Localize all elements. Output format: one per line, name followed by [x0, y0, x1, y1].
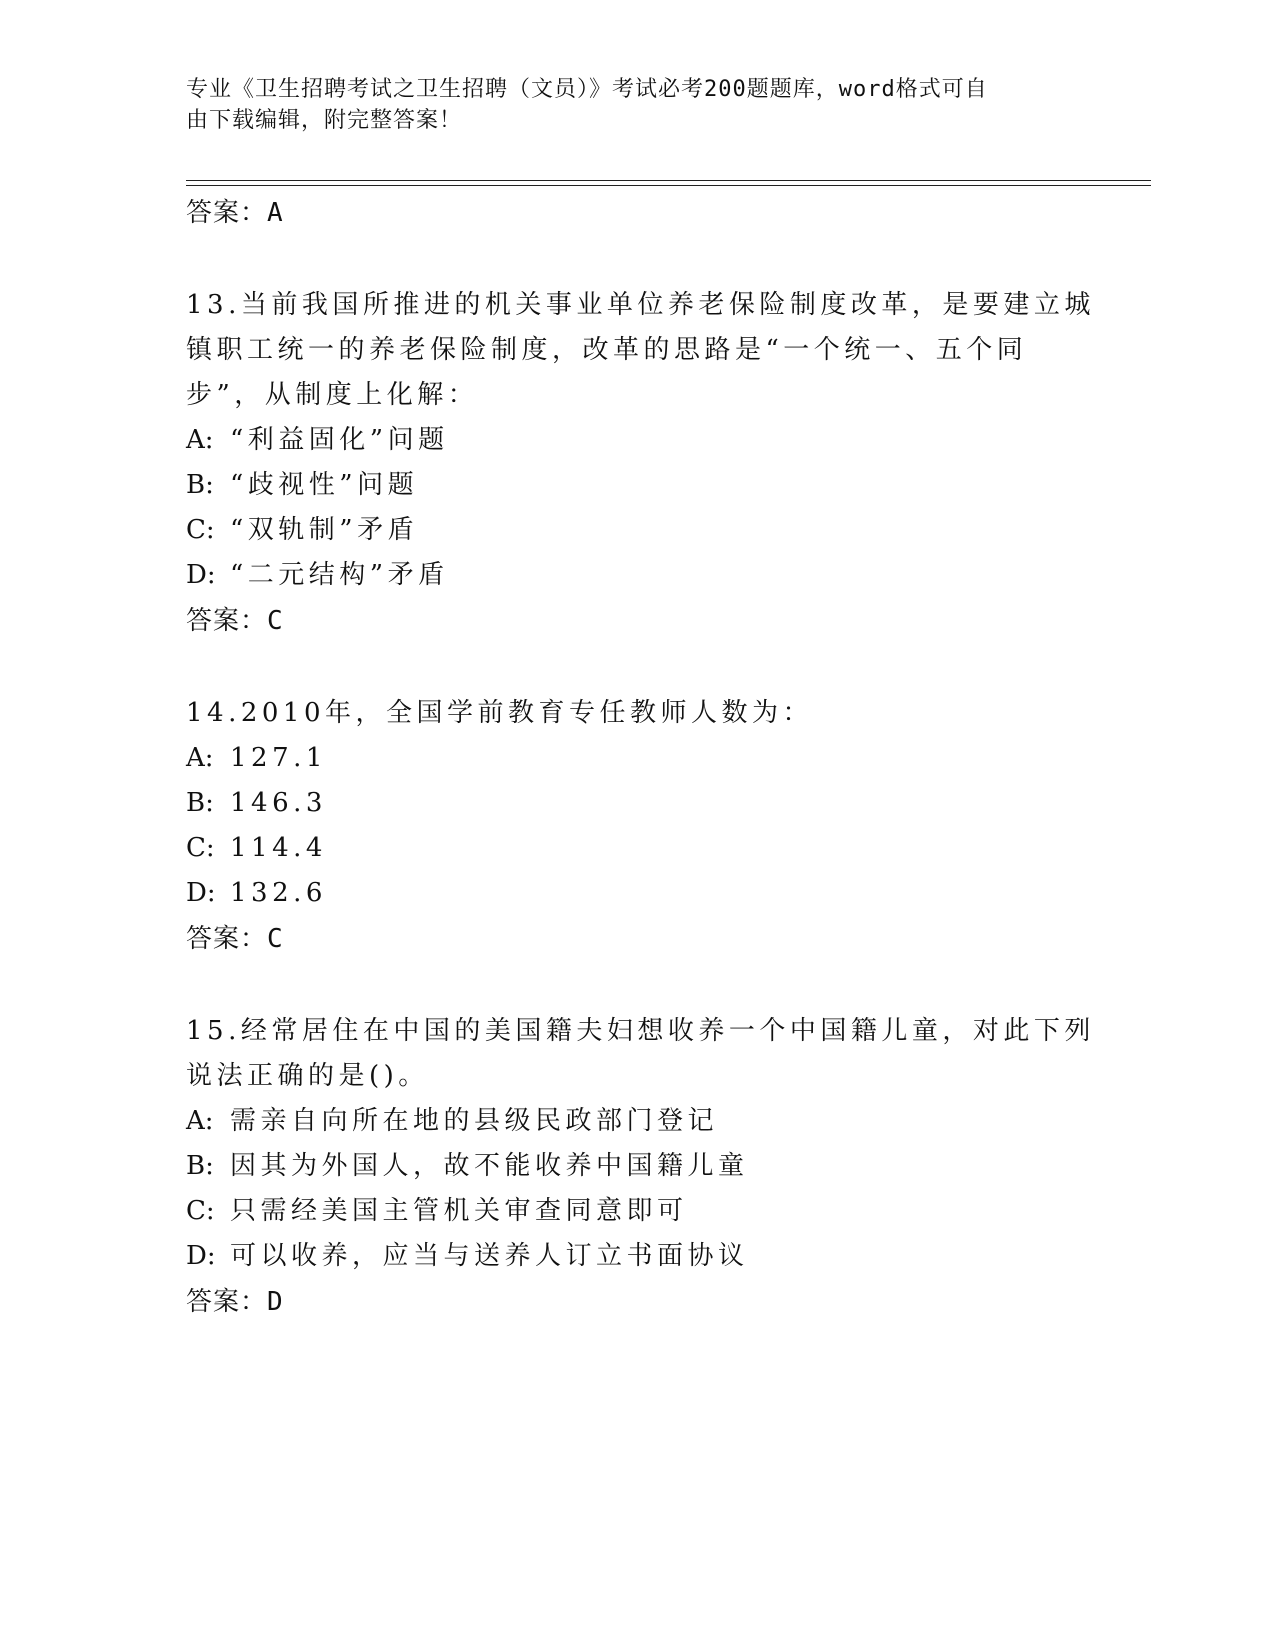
question-stem: 14.2010年，全国学前教育专任教师人数为： [186, 698, 814, 728]
option-letter: D: [186, 878, 216, 908]
option-text: 146.3 [230, 788, 327, 818]
option-b [186, 463, 1106, 508]
option-c [186, 826, 1106, 871]
option-text: 只需经美国主管机关审查同意即可 [230, 1196, 688, 1226]
option-letter: C: [186, 833, 215, 863]
option-d [186, 553, 1106, 598]
option-c [186, 1189, 1106, 1234]
option-text: 需亲自向所在地的县级民政部门登记 [230, 1106, 719, 1136]
question-stem: 13.当前我国所推进的机关事业单位养老保险制度改革，是要建立城镇职工统一的养老保险制度，改革的思路是“一个统一、五个同步”，从制度上化解： [186, 290, 1095, 410]
option-text: 114.4 [230, 833, 327, 863]
option-text: “双轨制”矛盾 [230, 515, 419, 545]
option-text: “二元结构”矛盾 [230, 560, 449, 590]
option-letter: B: [186, 788, 214, 818]
option-letter: A: [186, 743, 214, 773]
header-line-2: 由下载编辑，附完整答案！ [186, 108, 463, 133]
option-text: 可以收养，应当与送养人订立书面协议 [230, 1241, 749, 1271]
option-letter: C: [186, 515, 215, 545]
question-14 [186, 691, 1106, 962]
option-b [186, 781, 1106, 826]
option-letter: B: [186, 470, 214, 500]
option-b [186, 1144, 1106, 1189]
option-text: 132.6 [230, 878, 327, 908]
question-stem: 15.经常居住在中国的美国籍夫妇想收养一个中国籍儿童，对此下列说法正确的是()。 [186, 1016, 1095, 1091]
header-line-1: 专业《卫生招聘考试之卫生招聘（文员）》考试必考200题题库，word格式可自 [186, 77, 988, 102]
document-header [186, 74, 1086, 136]
header-divider-top [186, 180, 1151, 181]
option-letter: D: [186, 1241, 216, 1271]
header-divider-bottom [186, 185, 1151, 186]
answer-line: 答案：C [186, 924, 284, 954]
option-letter: A: [186, 1106, 214, 1136]
question-13 [186, 283, 1106, 644]
option-text: “歧视性”问题 [230, 470, 419, 500]
option-text: 127.1 [230, 743, 327, 773]
document-body [186, 190, 1106, 1372]
option-a [186, 736, 1106, 781]
answer-line: 答案：D [186, 1287, 284, 1317]
option-d [186, 1234, 1106, 1279]
option-d [186, 871, 1106, 916]
answer-line: 答案：A [186, 198, 284, 228]
option-text: “利益固化”问题 [230, 425, 449, 455]
option-a [186, 1099, 1106, 1144]
option-a [186, 418, 1106, 463]
option-c [186, 508, 1106, 553]
option-text: 因其为外国人，故不能收养中国籍儿童 [230, 1151, 749, 1181]
option-letter: D: [186, 560, 216, 590]
question-15 [186, 1009, 1106, 1325]
option-letter: B: [186, 1151, 214, 1181]
answer-line: 答案：C [186, 606, 284, 636]
option-letter: C: [186, 1196, 215, 1226]
option-letter: A: [186, 425, 214, 455]
